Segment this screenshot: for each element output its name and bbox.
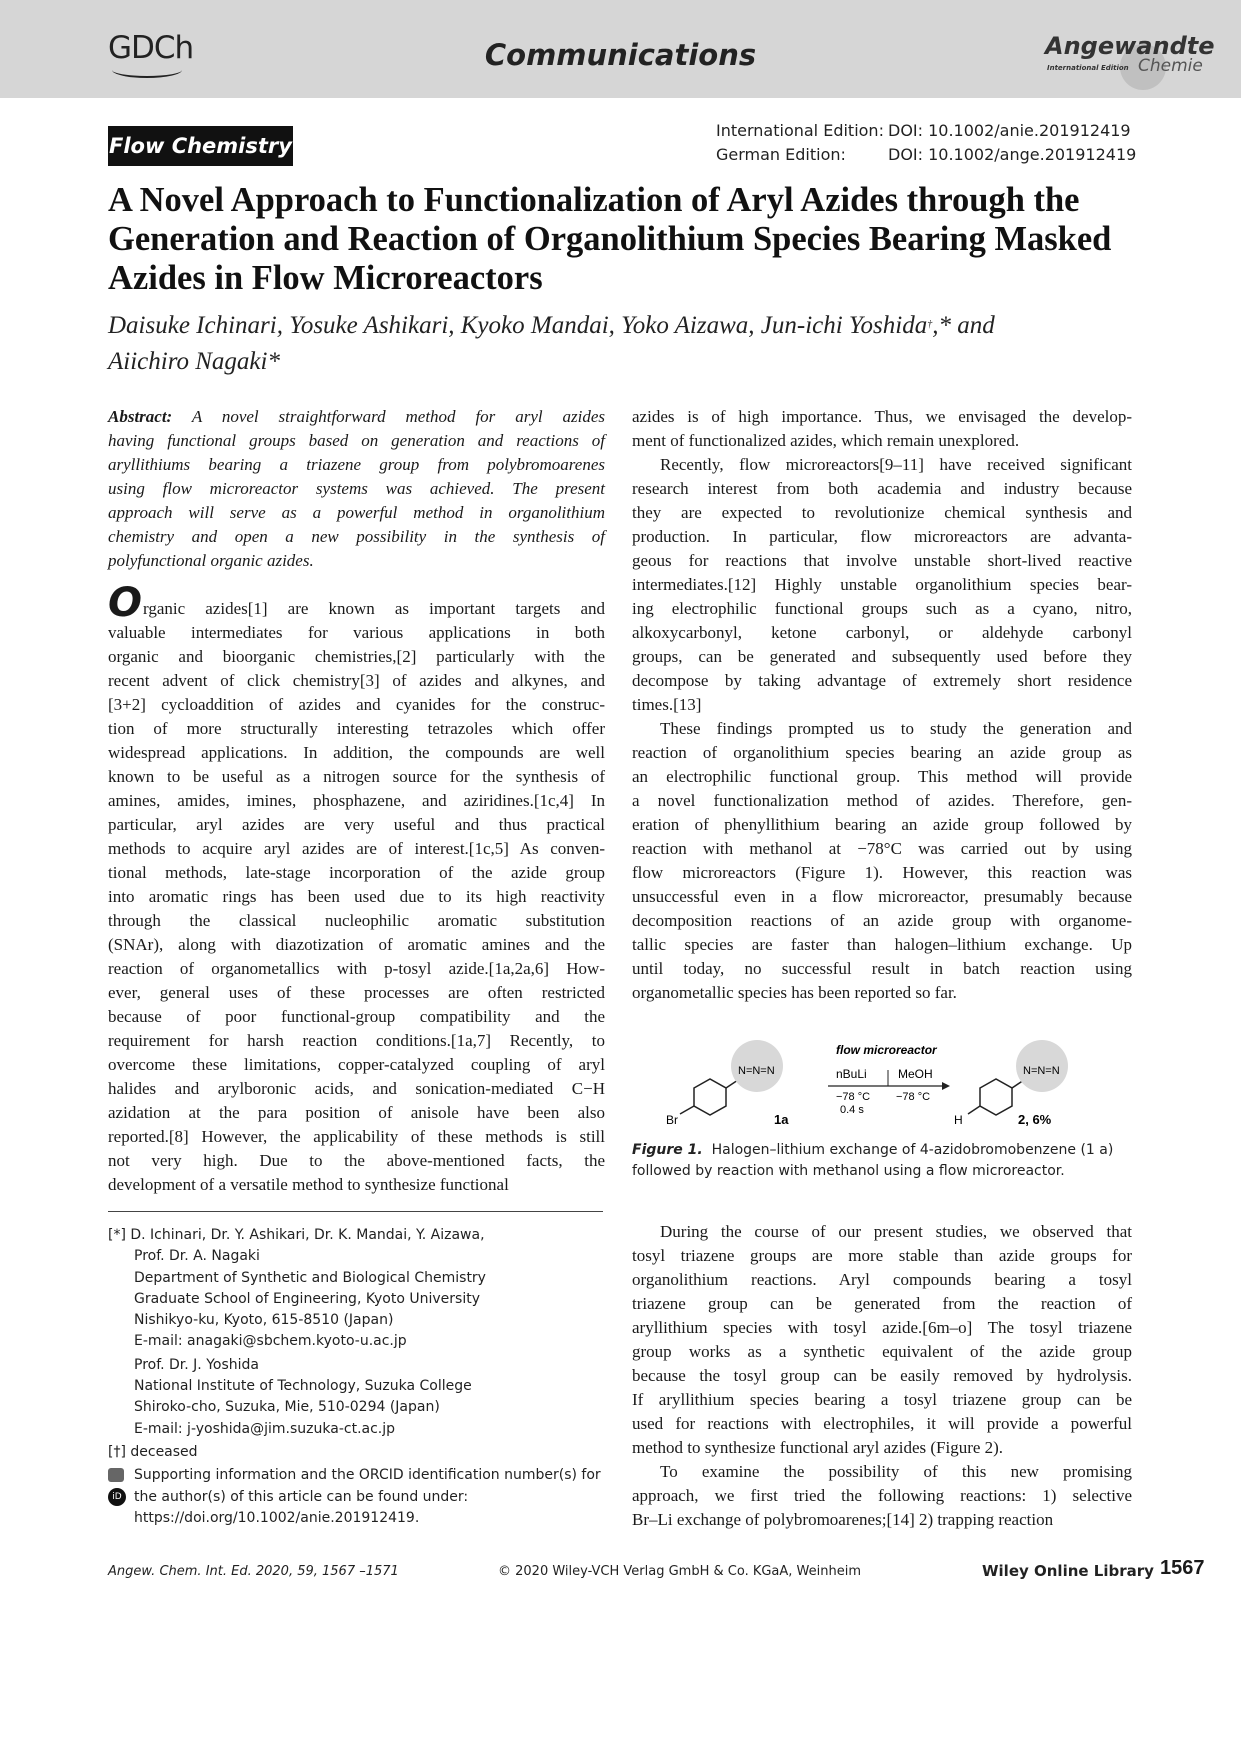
right-body-top xyxy=(632,405,1132,1005)
body-line: decompose by taking advantage of extremely short residence xyxy=(632,671,1132,690)
body-line: reaction of organolithium species bearing an azide group as xyxy=(632,743,1132,762)
start-substituent: Br xyxy=(666,1113,678,1127)
body-line: If aryllithium species bearing a tosyl triazene group can be xyxy=(632,1390,1132,1409)
benzene-ring-start xyxy=(694,1079,726,1115)
footnotes xyxy=(108,1225,605,1529)
gdch-logo: GDCh xyxy=(108,30,194,66)
body-line: organolithium reactions. Aryl compounds bearing a tosyl xyxy=(632,1270,1132,1289)
title-line: A Novel Approach to Functionalization of Aryl Azides through the xyxy=(108,181,1080,219)
footnote-link[interactable]: https://doi.org/10.1002/anie.201912419. xyxy=(134,1509,420,1526)
body-line: [3+2] cycloaddition of azides and cyanides for the construc- xyxy=(108,695,605,714)
body-line: group works as a synthetic equivalent of the azide group xyxy=(632,1342,1132,1361)
body-line: approach, we first tried the following reactions: 1) selective xyxy=(632,1486,1132,1505)
body-line: valuable intermediates for various applications in both xyxy=(108,623,605,642)
body-line: because of poor functional-group compatibility and the xyxy=(108,1007,605,1026)
body-line: Br–Li exchange of polybromoarenes;[14] 2) trapping reaction xyxy=(632,1510,1054,1529)
body-line: Recently, flow microreactors[9–11] have received significant xyxy=(660,455,1132,474)
body-line: reported.[8] However, the applicability of these methods is still xyxy=(108,1127,605,1146)
footer-copyright: © 2020 Wiley-VCH Verlag GmbH & Co. KGaA, Weinheim xyxy=(498,1564,862,1579)
dagger-mark: † xyxy=(927,319,933,330)
caption-text: Halogen–lithium exchange of 4-azidobromobenzene (1 a) xyxy=(711,1142,1114,1158)
footnote-email[interactable]: E-mail: anagaki@sbchem.kyoto-u.ac.jp xyxy=(134,1333,407,1350)
body-line: organometallic species has been reported so far. xyxy=(632,983,957,1002)
body-line: particular, aryl azides are very useful and thus practical xyxy=(108,815,605,834)
footnote-line: National Institute of Technology, Suzuka College xyxy=(134,1378,472,1395)
body-line: because the tosyl group can be easily removed by hydrolysis. xyxy=(632,1366,1132,1385)
abstract-line: approach will serve as a powerful method in organolithium xyxy=(108,503,605,522)
figure-1-caption xyxy=(632,1140,1132,1182)
footnote-line: Prof. Dr. A. Nagaki xyxy=(134,1248,260,1265)
author-line: Aiichiro Nagaki* xyxy=(108,348,280,375)
footnote-line: [*] D. Ichinari, Dr. Y. Ashikari, Dr. K. Mandai, Y. Aizawa, xyxy=(108,1227,485,1243)
drop-cap: O xyxy=(108,580,143,626)
doi-intl-label: International Edition: xyxy=(716,121,884,140)
footnote-line: Department of Synthetic and Biological Chemistry xyxy=(134,1269,486,1286)
body-line: ever, general uses of these processes are often restricted xyxy=(108,983,605,1002)
reagent-1: nBuLi xyxy=(836,1067,867,1081)
right-body-bottom xyxy=(632,1220,1132,1532)
body-line: decomposition reactions of an azide group with organome- xyxy=(632,911,1132,930)
body-line: known to be useful as a nitrogen source for the synthesis of xyxy=(108,767,605,786)
author-line: Daisuke Ichinari, Yosuke Ashikari, Kyoko Mandai, Yoko Aizawa, Jun-ichi Yoshida xyxy=(108,312,928,339)
body-line: a novel functionalization method of azides. Therefore, gen- xyxy=(632,791,1132,810)
body-line: through the classical nucleophilic aromatic substitution xyxy=(108,911,605,930)
body-line: eration of phenyllithium bearing an azide group followed by xyxy=(632,815,1132,834)
body-line: These findings prompted us to study the generation and xyxy=(660,719,1132,738)
abstract xyxy=(108,405,605,573)
body-line: To examine the possibility of this new promising xyxy=(660,1462,1132,1481)
benzene-ring-product xyxy=(980,1079,1012,1115)
abstract-line: using flow microreactor systems was achieved. The present xyxy=(108,479,605,498)
body-line: alkoxycarbonyl, ketone carbonyl, or aldehyde carbonyl xyxy=(632,623,1132,642)
body-line: into aromatic rings has been used due to its high reactivity xyxy=(108,887,605,906)
abstract-line: A novel straightforward method for aryl azides xyxy=(191,407,605,426)
footnote-rule xyxy=(108,1211,603,1212)
footer-citation: Angew. Chem. Int. Ed. 2020, 59, 1567 –1571 xyxy=(108,1564,399,1579)
abstract-line: aryllithiums bearing a triazene group from polybromoarenes xyxy=(108,455,605,474)
footnote-line: iD the author(s) of this article can be found under: xyxy=(108,1487,605,1508)
abstract-line: chemistry and open a new possibility in the synthesis of xyxy=(108,527,605,546)
temp-1: −78 °C xyxy=(836,1091,871,1103)
title-line: Generation and Reaction of Organolithium Species Bearing Masked xyxy=(108,220,1112,258)
journal-logo-chemie: Chemie xyxy=(1138,56,1203,76)
product-compound-label: 2, 6% xyxy=(1018,1112,1052,1127)
body-line: research interest from both academia and industry because xyxy=(632,479,1132,498)
product-substituent: H xyxy=(954,1113,963,1127)
body-line: azidation at the para position of anisole have been also xyxy=(108,1103,605,1122)
footnote-line: Graduate School of Engineering, Kyoto University xyxy=(134,1290,480,1307)
abstract-line: having functional groups based on generation and reactions of xyxy=(108,431,605,450)
body-line: development of a versatile method to synthesize functional xyxy=(108,1175,509,1194)
body-line: used for reactions with electrophiles, it will provide a powerful xyxy=(632,1414,1132,1433)
footer-library[interactable]: Wiley Online Library xyxy=(982,1562,1154,1580)
azide-label: N=N=N xyxy=(738,1065,775,1077)
azide-label: N=N=N xyxy=(1023,1065,1060,1077)
temp-2: −78 °C xyxy=(896,1091,931,1103)
doi-german-link[interactable]: DOI: 10.1002/ange.201912419 xyxy=(888,145,1137,164)
figure-1-scheme xyxy=(632,1040,1132,1130)
body-line: unsuccessful even in a flow microreactor, presumably because xyxy=(632,887,1132,906)
arrow-head-icon xyxy=(942,1082,950,1090)
body-line: requirement for harsh reaction conditions.[1a,7] Recently, to xyxy=(108,1031,605,1050)
section-title: Communications xyxy=(484,38,757,72)
article-title xyxy=(108,181,1138,298)
abstract-line: polyfunctional organic azides. xyxy=(108,551,314,570)
page-number: 1567 xyxy=(1160,1557,1205,1579)
body-line: azides is of high importance. Thus, we envisaged the develop- xyxy=(632,407,1132,426)
body-line: organic and bioorganic chemistries,[2] particularly with the xyxy=(108,647,605,666)
body-line: not very high. Due to the above-mentioned facts, the xyxy=(108,1151,605,1170)
bond xyxy=(968,1106,980,1114)
journal-logo: Angewandte xyxy=(1045,32,1215,60)
body-line: widespread applications. In addition, the compounds are well xyxy=(108,743,605,762)
caption-text: followed by reaction with methanol using a flow microreactor. xyxy=(632,1163,1065,1179)
body-line: production. In particular, flow microreactors are advanta- xyxy=(632,527,1132,546)
start-compound-label: 1a xyxy=(774,1112,789,1127)
body-line: until today, no successful result in batch reaction using xyxy=(632,959,1132,978)
scheme-title: flow microreactor xyxy=(836,1043,937,1057)
body-line: During the course of our present studies, we observed that xyxy=(660,1222,1132,1241)
footnote-email[interactable]: E-mail: j-yoshida@jim.suzuka-ct.ac.jp xyxy=(134,1420,396,1437)
body-line: (SNAr), along with diazotization of aromatic amines and the xyxy=(108,935,605,954)
body-line: ing electrophilic functional groups such as a cyano, nitro, xyxy=(632,599,1132,618)
reaction-scheme xyxy=(632,1040,1132,1130)
body-line: methods to acquire aryl azides are of interest.[1c,5] As conven- xyxy=(108,839,605,858)
body-line: tallic species are faster than halogen–lithium exchange. Up xyxy=(632,935,1132,954)
footnote-line: Supporting information and the ORCID identification number(s) for xyxy=(108,1465,605,1486)
body-line: halides and arylboronic acids, and sonication-mediated C−H xyxy=(108,1079,605,1098)
body-line: groups, can be generated and subsequently used before they xyxy=(632,647,1132,666)
author-list xyxy=(108,308,1138,380)
body-line: triazene group can be generated from the reaction of xyxy=(632,1294,1132,1313)
body-line: rganic azides[1] are known as important targets and xyxy=(143,599,605,618)
body-line: an electrophilic functional group. This method will provide xyxy=(632,767,1132,786)
footnote-line: Shiroko-cho, Suzuka, Mie, 510-0294 (Japan) xyxy=(134,1399,440,1416)
caption-label: Figure 1. xyxy=(632,1142,703,1158)
author-line-tail: ,* and xyxy=(932,312,995,339)
body-line: tion of more structurally interesting tetrazoles which offer xyxy=(108,719,605,738)
body-line: intermediates.[12] Highly unstable organolithium species bear- xyxy=(632,575,1132,594)
bond xyxy=(680,1106,694,1114)
doi-intl-link[interactable]: DOI: 10.1002/anie.201912419 xyxy=(888,121,1131,140)
body-line: flow microreactors (Figure 1). However, this reaction was xyxy=(632,863,1132,882)
body-line: they are expected to revolutionize chemical synthesis and xyxy=(632,503,1132,522)
reagent-2: MeOH xyxy=(898,1067,933,1081)
body-line: reaction of organometallics with p-tosyl azide.[1a,2a,6] How- xyxy=(108,959,605,978)
body-line: geous for reactions that involve unstable short-lived reactive xyxy=(632,551,1132,570)
footnote-line: [†] deceased xyxy=(108,1443,198,1460)
doi-german-label: German Edition: xyxy=(716,145,846,164)
journal-logo-edition: International Edition xyxy=(1047,64,1129,72)
body-line: tional methods, late-stage incorporation of the azide group xyxy=(108,863,605,882)
body-line: aryllithium species with tosyl azide.[6m–o] The tosyl triazene xyxy=(632,1318,1132,1337)
left-body xyxy=(108,621,605,1197)
body-line: times.[13] xyxy=(632,695,702,714)
orcid-icon: iD xyxy=(108,1488,126,1506)
body-line: method to synthesize functional aryl azides (Figure 2). xyxy=(632,1438,1004,1457)
time-1: 0.4 s xyxy=(840,1104,864,1116)
title-line: Azides in Flow Microreactors xyxy=(108,259,543,297)
body-line: recent advent of click chemistry[3] of azides and alkynes, and xyxy=(108,671,605,690)
footnote-line: Prof. Dr. J. Yoshida xyxy=(134,1356,259,1373)
supporting-info-icon xyxy=(108,1468,124,1482)
body-line: tosyl triazene groups are more stable than azide groups for xyxy=(632,1246,1132,1265)
body-line: reaction with methanol at −78°C was carried out by using xyxy=(632,839,1132,858)
body-line: overcome these limitations, copper-catalyzed coupling of aryl xyxy=(108,1055,605,1074)
abstract-label: Abstract: xyxy=(108,407,173,426)
body-line: ment of functionalized azides, which remain unexplored. xyxy=(632,431,1020,450)
body-line: amines, amides, imines, phosphazene, and aziridines.[1c,4] In xyxy=(108,791,605,810)
footnote-line: Nishikyo-ku, Kyoto, 615-8510 (Japan) xyxy=(134,1312,394,1329)
category-badge: Flow Chemistry xyxy=(108,126,293,166)
